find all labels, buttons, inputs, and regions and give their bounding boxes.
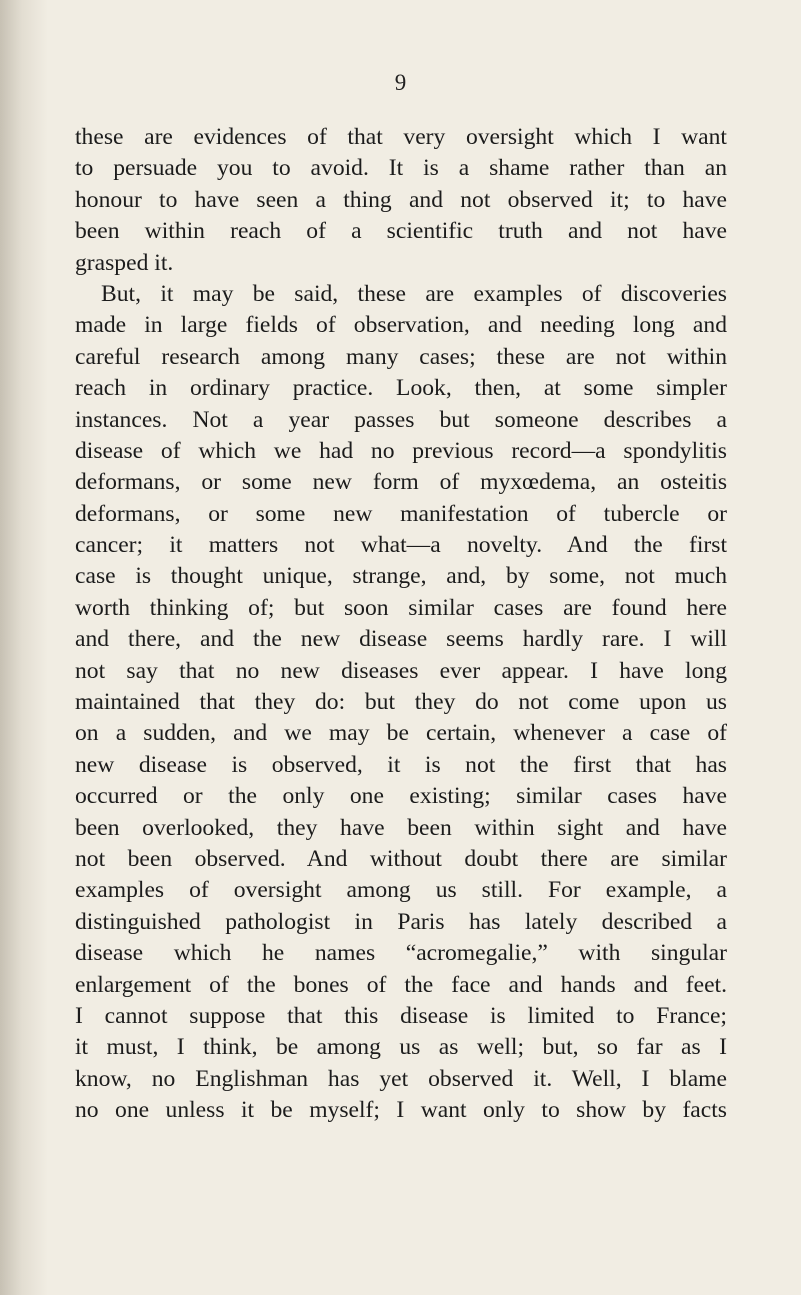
text-line: new disease is observed, it is not the first that has <box>75 751 727 778</box>
text-line: occurred or the only one existing; similar cases have <box>75 783 727 810</box>
text-line: not been observed. And without doubt there are similar <box>75 845 727 872</box>
text-line: worth thinking of; but soon similar cases are found here <box>75 594 727 621</box>
text-line: not say that no new diseases ever appear. I have long <box>75 657 727 684</box>
text-line: reach in ordinary practice. Look, then, at some simpler <box>75 375 727 402</box>
text-line: grasped it. <box>75 249 174 276</box>
text-line: But, it may be said, these are examples of discoveries <box>101 280 727 307</box>
text-line: case is thought unique, strange, and, by some, not much <box>75 563 727 590</box>
text-line: deformans, or some new manifestation of tubercle or <box>75 500 727 527</box>
text-line: no one unless it be myself; I want only to show by facts <box>75 1097 727 1124</box>
text-line: I cannot suppose that this disease is limited to France; <box>75 1002 727 1029</box>
text-line: disease which he names “acromegalie,” with singular <box>75 940 727 967</box>
text-line: cancer; it matters not what—a novelty. And the first <box>75 532 727 559</box>
text-line: distinguished pathologist in Paris has lately described a <box>75 908 727 935</box>
text-line: these are evidences of that very oversight which I want <box>75 124 727 150</box>
text-line: honour to have seen a thing and not observed it; to have <box>75 186 727 213</box>
text-line: it must, I think, be among us as well; but, so far as I <box>75 1034 727 1061</box>
text-line: careful research among many cases; these are not within <box>75 343 727 370</box>
text-line: instances. Not a year passes but someone describes a <box>75 406 727 433</box>
page-number: 9 <box>394 70 407 95</box>
text-line: maintained that they do: but they do not come upon us <box>75 689 727 716</box>
body-text <box>75 122 727 1127</box>
text-line: enlargement of the bones of the face and hands and feet. <box>75 971 727 998</box>
text-line: disease of which we had no previous record—a spondylitis <box>75 437 727 464</box>
text-line: examples of oversight among us still. For example, a <box>75 877 727 904</box>
text-line: and there, and the new disease seems hardly rare. I will <box>75 626 727 653</box>
text-line: been overlooked, they have been within sight and have <box>75 814 727 841</box>
text-line: to persuade you to avoid. It is a shame rather than an <box>75 155 727 182</box>
text-line: deformans, or some new form of myxœdema, an osteitis <box>75 469 727 496</box>
text-line: made in large fields of observation, and needing long and <box>75 312 727 339</box>
text-line: know, no Englishman has yet observed it. Well, I blame <box>75 1065 727 1092</box>
text-line: on a sudden, and we may be certain, whenever a case of <box>75 720 727 747</box>
text-line: been within reach of a scientific truth and not have <box>75 218 727 245</box>
